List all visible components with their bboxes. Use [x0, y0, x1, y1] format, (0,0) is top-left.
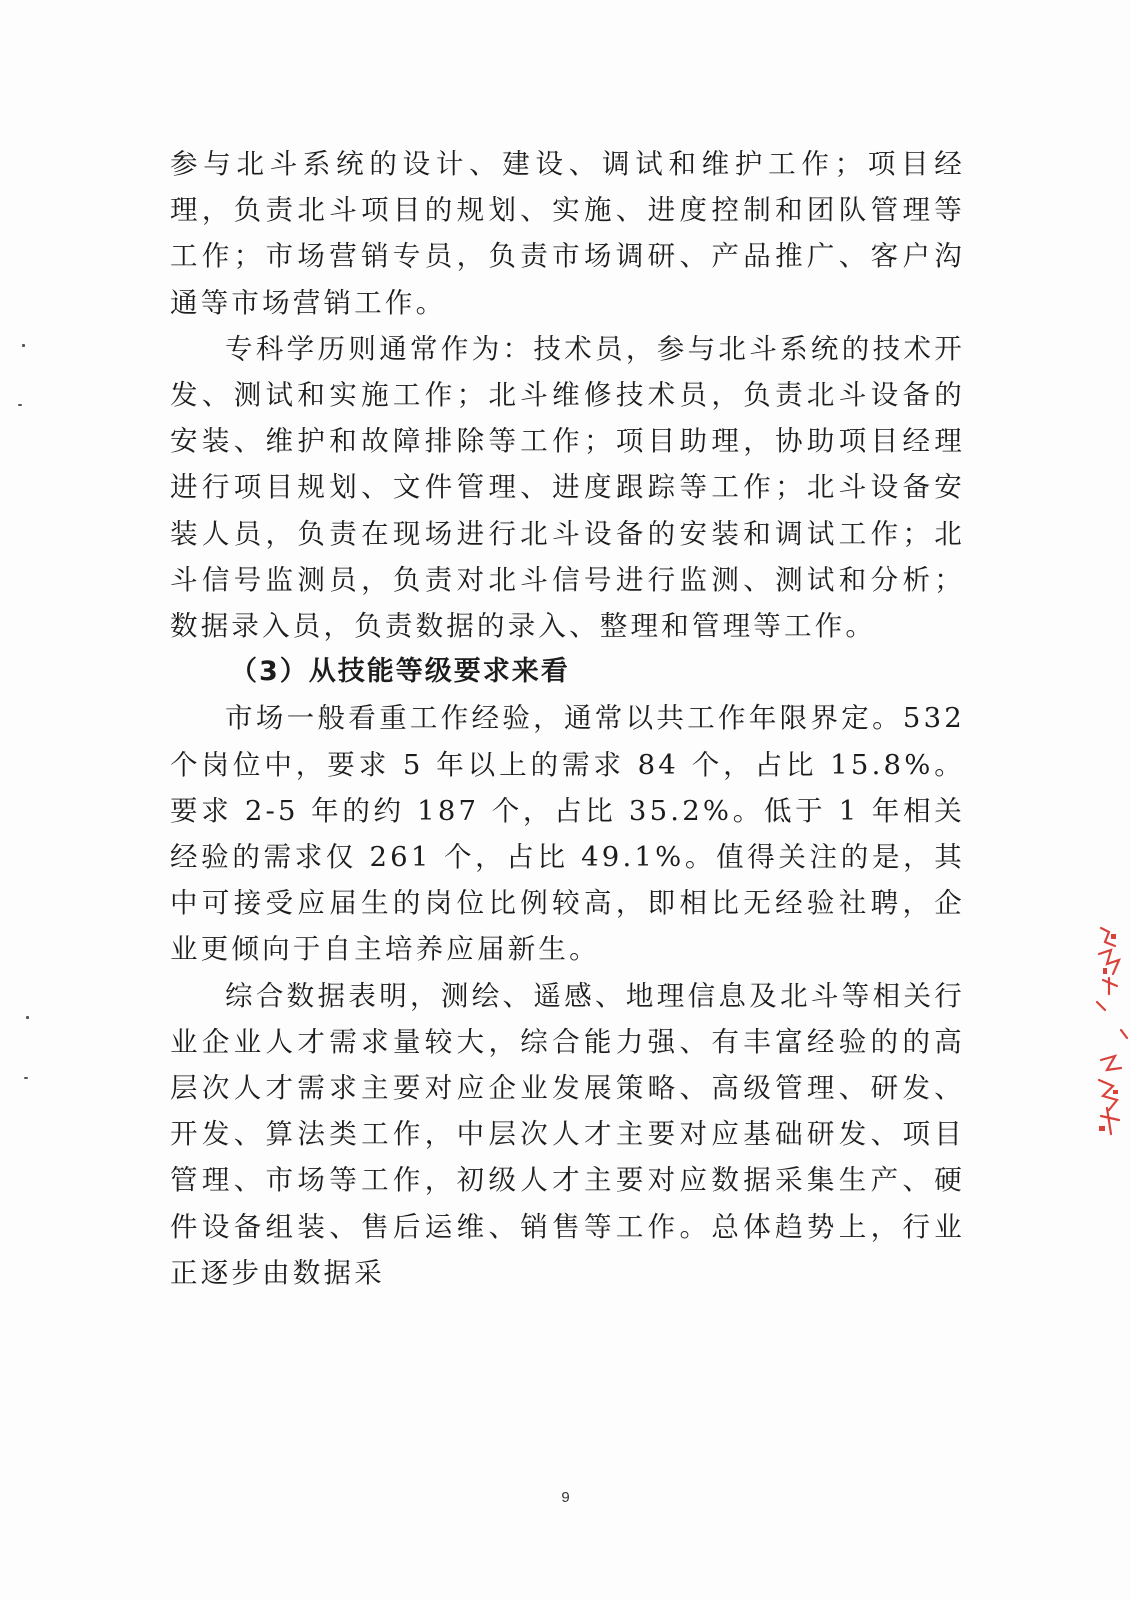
page-number: 9 — [561, 1489, 570, 1506]
scan-speck — [24, 1077, 28, 1079]
paragraph-associate-degree: 专科学历则通常作为：技术员，参与北斗系统的技术开发、测试和实施工作；北斗维修技术员，负责北斗设备的安装、维护和故障排除等工作；项目助理，协助项目经理进行项目规划、文件管理、进度跟踪等工作；北斗设备安装人员，负责在现场进行北斗设备的安装和调试工作；北斗信号监测员，负责对北斗信号进行监测、测试和分析；数据录入员，负责数据的录入、整理和管理等工作。 — [170, 332, 965, 643]
section-heading-skill-level: （3）从技能等级要求来看 — [230, 656, 570, 688]
paragraph-work-experience: 市场一般看重工作经验，通常以共工作年限界定。532个岗位中，要求 5 年以上的需求 84 个，占比 15.8%。要求 2-5 年的约 187 个，占比 35.2%。低于 1 年相关经验的需求仅 261 个，占比 49.1%。值得关注的是，其中可接受应届生的岗位比例较高，即相比无经验社聘，企业更倾向于自主培养应届新生。 — [170, 702, 965, 966]
seal-stamp-fragment — [1091, 920, 1131, 1150]
paragraph-summary: 综合数据表明，测绘、遥感、地理信息及北斗等相关行业企业人才需求量较大，综合能力强、有丰富经验的的高层次人才需求主要对应企业发展策略、高级管理、研发、开发、算法类工作，中层次人才主要对应基础研发、项目管理、市场等工作，初级人才主要对应数据采集生产、硬件设备组装、售后运维、销售等工作。总体趋势上，行业正逐步由数据采 — [170, 979, 965, 1289]
paragraph-continued: 参与北斗系统的设计、建设、调试和维护工作；项目经理，负责北斗项目的规划、实施、进度控制和团队管理等工作；市场营销专员，负责市场调研、产品推广、客户沟通等市场营销工作。 — [170, 148, 965, 319]
body-text — [170, 141, 965, 1296]
scan-speck — [26, 1016, 29, 1019]
scan-speck — [22, 344, 25, 347]
scan-speck — [18, 404, 22, 406]
